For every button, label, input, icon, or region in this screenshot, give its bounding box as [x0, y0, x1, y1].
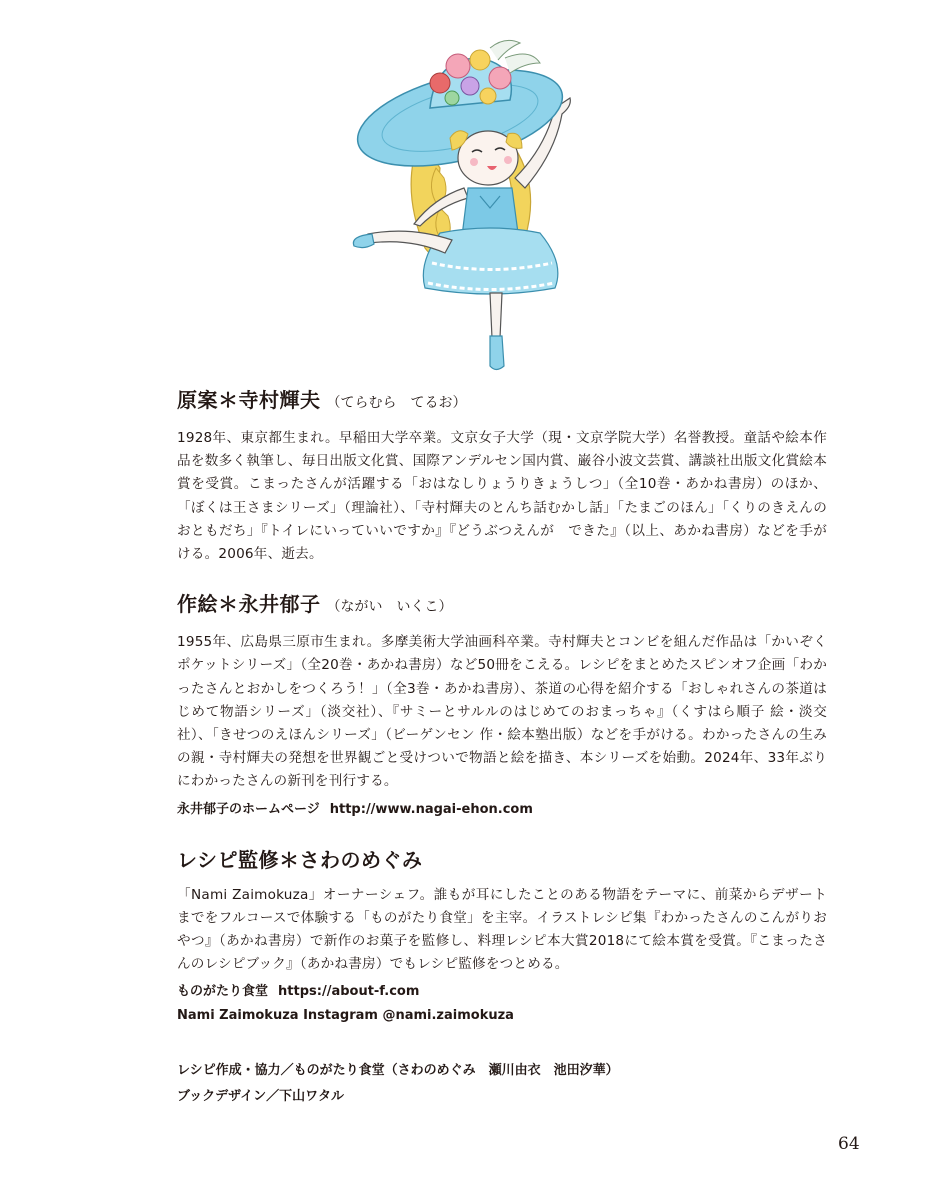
section-title: レシピ監修＊さわのめぐみ	[177, 847, 423, 872]
section-title: 作絵＊永井郁子	[177, 592, 321, 617]
credit-recipe: レシピ作成・協力／ものがたり食堂（さわのめぐみ 瀬川由衣 池田汐華）	[177, 1063, 619, 1079]
section-body: 「Nami Zaimokuza」オーナーシェフ。誰もが耳にしたことのある物語をテーマに、前菜からデザートまでをフルコースで体験する「ものがたり食堂」を主宰。イラストレシピ集『わかったさんのこんがりおやつ』（あかね書房）で新作のお菓子を監修し、料理レシピ本大賞2018にて絵本賞を受賞。『こまったさんのレシピブック』（あかね書房）でもレシピ監修をつとめる。	[177, 886, 827, 973]
restaurant-line	[177, 980, 827, 1004]
section-heading	[177, 844, 827, 876]
section-heading	[177, 384, 827, 419]
instagram-line[interactable]: Nami Zaimokuza Instagram @nami.zaimokuza	[177, 1008, 514, 1024]
homepage-link[interactable]: http://www.nagai-ehon.com	[329, 801, 533, 817]
section-illustrator	[177, 588, 827, 821]
ballerina-illustration	[340, 38, 600, 378]
content-area	[177, 384, 827, 1110]
section-body: 1955年、広島県三原市生まれ。多摩美術大学油画科卒業。寺村輝夫とコンビを組んだ作品は「かいぞくポケットシリーズ」（全20巻・あかね書房）など50冊をこえる。レシピをまとめたスピンオフ企画「わかったさんとおかしをつくろう！」（全3巻・あかね書房）、茶道の心得を紹介する「おしゃれさんの茶道はじめて物語シリーズ」（淡交社）、『サミーとサルルのはじめてのおまっちゃ』（くすはら順子 絵・淡交社）、「きせつのえほんシリーズ」（ビーゲンセン 作・絵本塾出版）などを手がける。わかったさんの生みの親・寺村輝夫の発想を世界観ごと受けついで物語と絵を描き、本シリーズを始動。2024年、33年ぶりにわかったさんの新刊を刊行する。	[177, 634, 827, 790]
section-title: 原案＊寺村輝夫	[177, 388, 321, 412]
standing-leg	[490, 293, 502, 338]
credits	[177, 1058, 827, 1110]
section-heading	[177, 588, 827, 623]
homepage-line	[177, 798, 827, 822]
section-original-author	[177, 384, 827, 566]
restaurant-link[interactable]: https://about-f.com	[278, 984, 420, 1000]
homepage-label: 永井郁子のホームページ	[177, 801, 320, 817]
section-body: 1928年、東京都生まれ。早稲田大学卒業。文京女子大学（現・文京学院大学）名誉教授。童話や絵本作品を数多く執筆し、毎日出版文化賞、国際アンデルセン国内賞、巌谷小波文芸賞、講談社出版文化賞絵本賞を受賞。こまったさんが活躍する「おはなしりょうりきょうしつ」（全10巻・あかね書房）のほか、「ぼくは王さまシリーズ」（理論社）、「寺村輝夫のとんち話むかし話」「たまごのほん」「くりのきえんのおともだち」『トイレにいっていいですか』『どうぶつえんが できた』（以上、あかね書房）などを手がける。2006年、逝去。	[177, 430, 827, 563]
page-number: 64	[838, 1134, 860, 1154]
section-reading: （ながい いくこ）	[326, 599, 453, 616]
credit-design: ブックデザイン／下山ワタル	[177, 1089, 345, 1105]
section-reading: （てらむら てるお）	[326, 395, 467, 411]
section-recipe-supervisor	[177, 844, 827, 1029]
restaurant-label: ものがたり食堂	[177, 984, 269, 1000]
